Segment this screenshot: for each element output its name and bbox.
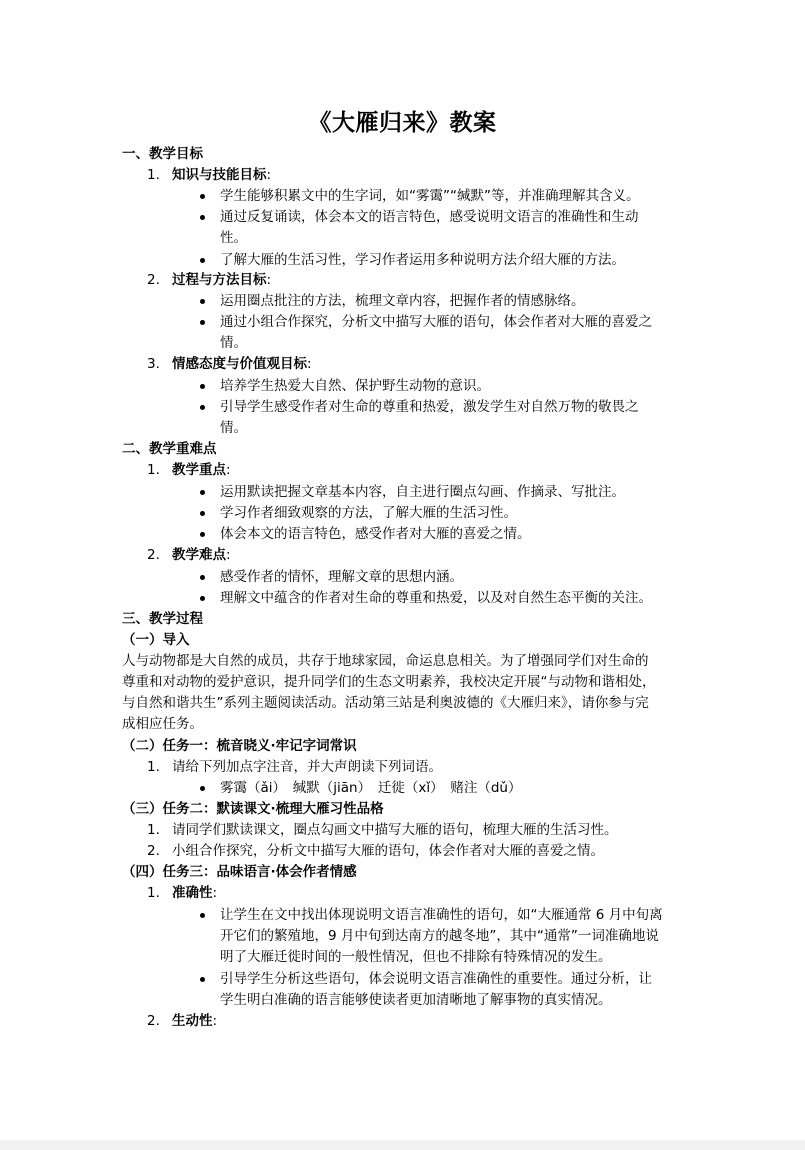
item-label: 生动性 xyxy=(172,1013,213,1029)
list-item: 引导学生分析这些语句，体会说明文语言准确性的重要性。通过分析，让 xyxy=(220,971,652,987)
list-item: 小组合作探究，分析文中描写大雁的语句，体会作者对大雁的喜爱之情。 xyxy=(172,843,604,859)
list-item: 了解大雁的生活习性，学习作者运用多种说明方法介绍大雁的方法。 xyxy=(220,252,625,268)
list-item: 通过小组合作探究，分析文中描写大雁的语句，体会作者对大雁的喜爱之 xyxy=(220,314,652,330)
page-bottom-edge xyxy=(0,1140,805,1150)
list-item-heading xyxy=(172,165,271,185)
list-item: 培养学生热爱大自然、保护野生动物的意识。 xyxy=(220,378,490,394)
list-item-continuation: 情。 xyxy=(220,420,247,436)
paragraph-line: 与自然和谐共生”系列主题阅读活动。活动第三站是利奥波德的《大雁归来》，请你参与完 xyxy=(122,695,649,711)
item-colon: : xyxy=(307,356,312,372)
list-item-continuation: 开它们的繁殖地，9 月中旬到达南方的越冬地”，其中“通常”一词准确地说 xyxy=(220,928,659,944)
list-number: 3. xyxy=(147,356,160,372)
bullet-icon xyxy=(200,977,205,982)
list-item: 请同学们默读课文，圈点勾画文中描写大雁的语句，梳理大雁的生活习性。 xyxy=(172,822,618,838)
item-label: 准确性 xyxy=(172,885,213,901)
list-item: 通过反复诵读，体会本文的语言特色，感受说明文语言的准确性和生动 xyxy=(220,209,639,225)
list-item: 请给下列加点字注音，并大声朗读下列词语。 xyxy=(172,759,442,775)
word-list: 雾霭（ǎi） 缄默（jiān） 迁徙（xǐ） 赌注（dǔ） xyxy=(220,780,522,796)
list-number: 2. xyxy=(147,272,160,288)
list-number: 2. xyxy=(147,843,160,859)
item-colon: : xyxy=(212,885,218,901)
list-item: 引导学生感受作者对生命的尊重和热爱，激发学生对自然万物的敬畏之 xyxy=(220,399,639,415)
subsection-heading: （四）任务三：品味语言·体会作者情感 xyxy=(122,864,357,880)
list-item-heading xyxy=(172,545,231,565)
list-item-heading xyxy=(172,270,271,290)
item-colon: : xyxy=(266,272,272,288)
bullet-icon xyxy=(200,194,205,199)
list-item-heading xyxy=(172,883,217,903)
list-item: 感受作者的情怀，理解文章的思想内涵。 xyxy=(220,569,463,585)
list-item: 学生能够积累文中的生字词，如“雾霭”“缄默”等，并准确理解其含义。 xyxy=(220,188,640,204)
list-item-continuation: 学生明白准确的语言能够使读者更加清晰地了解事物的真实情况。 xyxy=(220,992,612,1008)
section-heading: 三、教学过程 xyxy=(122,611,203,627)
item-label: 情感态度与价值观目标 xyxy=(172,356,307,372)
bullet-icon xyxy=(200,299,205,304)
item-colon: : xyxy=(212,1013,218,1029)
subsection-heading: （一）导入 xyxy=(122,632,190,648)
subsection-heading: （二）任务一：梳音晓义·牢记字词常识 xyxy=(122,738,357,754)
item-colon: : xyxy=(226,462,231,478)
bullet-icon xyxy=(200,786,205,791)
bullet-icon xyxy=(200,258,205,263)
list-item: 运用默读把握文章基本内容，自主进行圈点勾画、作摘录、写批注。 xyxy=(220,484,625,500)
bullet-icon xyxy=(200,532,205,537)
item-label: 教学难点 xyxy=(172,547,226,563)
list-number: 2. xyxy=(147,547,160,563)
item-colon: : xyxy=(226,547,231,563)
list-item-heading xyxy=(172,354,312,374)
bullet-icon xyxy=(200,384,205,389)
list-number: 1. xyxy=(147,462,160,478)
item-label: 知识与技能目标 xyxy=(172,167,267,183)
list-item: 体会本文的语言特色，感受作者对大雁的喜爱之情。 xyxy=(220,526,531,542)
list-item-continuation: 情。 xyxy=(220,335,247,351)
section-heading: 一、教学目标 xyxy=(122,146,203,162)
bullet-icon xyxy=(200,575,205,580)
list-number: 1. xyxy=(147,885,160,901)
list-item-continuation: 性。 xyxy=(220,230,247,246)
paragraph-line: 尊重和对动物的爱护意识，提升同学们的生态文明素养，我校决定开展“与动物和谐相处， xyxy=(122,674,656,690)
bullet-icon xyxy=(200,215,205,220)
list-number: 1. xyxy=(147,822,160,838)
list-number: 1. xyxy=(147,759,160,775)
item-label: 过程与方法目标 xyxy=(172,272,267,288)
page-title: 《大雁归来》教案 xyxy=(308,110,497,136)
list-item-continuation: 明了大雁迁徙时间的一般性情况，但也不排除有特殊情况的发生。 xyxy=(220,949,612,965)
subsection-heading: （三）任务二：默读课文·梳理大雁习性品格 xyxy=(122,801,384,817)
bullet-icon xyxy=(200,320,205,325)
list-item: 学习作者细致观察的方法，了解大雁的生活习性。 xyxy=(220,505,517,521)
list-item: 让学生在文中找出体现说明文语言准确性的语句，如“大雁通常 6 月中旬离 xyxy=(220,907,663,923)
bullet-icon xyxy=(200,490,205,495)
bullet-icon xyxy=(200,913,205,918)
list-number: 1. xyxy=(147,167,160,183)
item-label: 教学重点 xyxy=(172,462,226,478)
list-item-heading xyxy=(172,460,231,480)
list-item-heading xyxy=(172,1011,217,1031)
list-item: 理解文中蕴含的作者对生命的尊重和热爱，以及对自然生态平衡的关注。 xyxy=(220,590,652,606)
list-number: 2. xyxy=(147,1013,160,1029)
bullet-icon xyxy=(200,596,205,601)
list-item: 运用圈点批注的方法，梳理文章内容，把握作者的情感脉络。 xyxy=(220,293,585,309)
bullet-icon xyxy=(200,511,205,516)
section-heading: 二、教学重难点 xyxy=(122,441,217,457)
item-colon: : xyxy=(266,167,272,183)
paragraph-line: 成相应任务。 xyxy=(122,716,203,732)
bullet-icon xyxy=(200,405,205,410)
paragraph-line: 人与动物都是大自然的成员，共存于地球家园，命运息息相关。为了增强同学们对生命的 xyxy=(122,653,649,669)
